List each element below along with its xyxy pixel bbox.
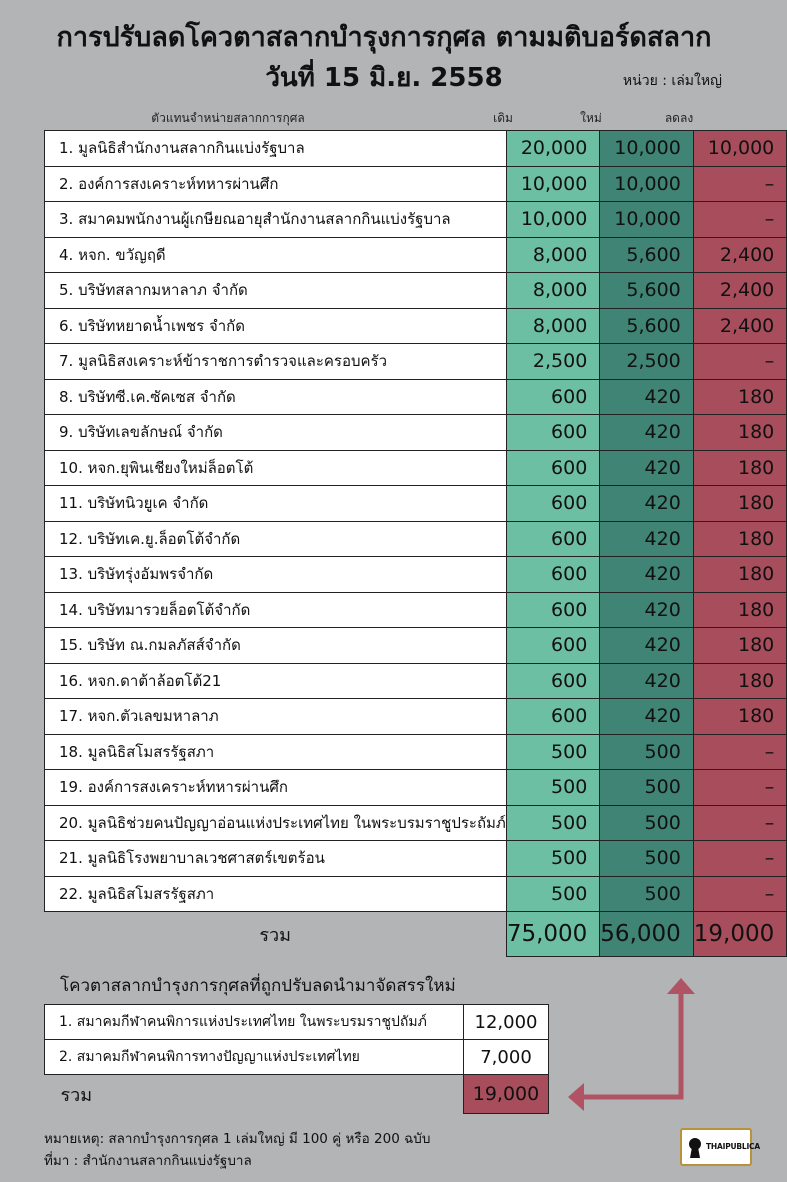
- row-new: 5,600: [600, 308, 693, 344]
- row-old: 8,000: [506, 308, 599, 344]
- row-new: 10,000: [600, 166, 693, 202]
- row-name: 2. องค์การสงเคราะห์ทหารผ่านศึก: [45, 166, 507, 202]
- row-name: 11. บริษัทนิวยูเค จำกัด: [45, 486, 507, 522]
- row-cut: 180: [693, 486, 786, 522]
- row-old: 10,000: [506, 202, 599, 238]
- row-new: 2,500: [600, 344, 693, 380]
- row-cut: 180: [693, 521, 786, 557]
- column-header-old: เดิม: [493, 111, 513, 125]
- row-old: 600: [506, 628, 599, 664]
- row-name: 20. มูลนิธิช่วยคนปัญญาอ่อนแห่งประเทศไทย ในพระบรมราชูประถัมภ์: [45, 805, 507, 841]
- row-cut: –: [693, 166, 786, 202]
- row-old: 500: [506, 841, 599, 877]
- row-new: 500: [600, 805, 693, 841]
- row-name: 3. สมาคมพนักงานผู้เกษียณอายุสำนักงานสลากกินแบ่งรัฐบาล: [45, 202, 507, 238]
- row-old: 600: [506, 521, 599, 557]
- row-name: 7. มูลนิธิสงเคราะห์ข้าราชการตำรวจและครอบครัว: [45, 344, 507, 380]
- row-cut: 180: [693, 628, 786, 664]
- row-old: 500: [506, 770, 599, 806]
- column-header-cut: ลดลง: [664, 111, 694, 125]
- row-new: 420: [600, 415, 693, 451]
- row-name: 9. บริษัทเลขลักษณ์ จำกัด: [45, 415, 507, 451]
- column-header-new: ใหม่: [580, 111, 602, 125]
- row-new: 420: [600, 557, 693, 593]
- row-old: 8,000: [506, 237, 599, 273]
- row-new: 5,600: [600, 273, 693, 309]
- row-new: 420: [600, 379, 693, 415]
- row-cut: 180: [693, 663, 786, 699]
- row-cut: –: [693, 770, 786, 806]
- total-label: รวม: [259, 924, 291, 946]
- row-new: 10,000: [600, 131, 693, 167]
- row-old: 600: [506, 379, 599, 415]
- row-old: 600: [506, 450, 599, 486]
- row-name: 14. บริษัทมารวยล็อตโต้จำกัด: [45, 592, 507, 628]
- row-old: 600: [506, 592, 599, 628]
- row-name: 4. หจก. ขวัญฤดี: [45, 237, 507, 273]
- row-name: 16. หจก.ดาต้าล้อตโต้21: [45, 663, 507, 699]
- row-old: 500: [506, 876, 599, 912]
- row-name: 5. บริษัทสลากมหาลาภ จำกัด: [45, 273, 507, 309]
- row-new: 420: [600, 663, 693, 699]
- row-name: 6. บริษัทหยาดน้ำเพชร จำกัด: [45, 308, 507, 344]
- row-new: 500: [600, 770, 693, 806]
- reallocation-name: 2. สมาคมกีฬาคนพิการทางปัญญาแห่งประเทศไทย: [45, 1040, 464, 1075]
- row-new: 420: [600, 628, 693, 664]
- row-cut: –: [693, 202, 786, 238]
- row-cut: 10,000: [693, 131, 786, 167]
- total-old: 75,000: [506, 912, 599, 957]
- thaipublica-logo: [680, 1128, 760, 1166]
- row-old: 500: [506, 805, 599, 841]
- reallocation-name: 1. สมาคมกีฬาคนพิการแห่งประเทศไทย ในพระบรมราชูปถัมภ์: [45, 1005, 464, 1040]
- row-old: 20,000: [506, 131, 599, 167]
- row-name: 8. บริษัทซี.เค.ซัคเซส จำกัด: [45, 379, 507, 415]
- row-name: 13. บริษัทรุ่งอัมพรจำกัด: [45, 557, 507, 593]
- reallocation-total-value: 19,000: [464, 1075, 549, 1114]
- row-name: 21. มูลนิธิโรงพยาบาลเวชศาสตร์เขตร้อน: [45, 841, 507, 877]
- row-cut: 180: [693, 557, 786, 593]
- row-old: 600: [506, 699, 599, 735]
- row-old: 8,000: [506, 273, 599, 309]
- row-old: 500: [506, 734, 599, 770]
- row-old: 10,000: [506, 166, 599, 202]
- row-cut: –: [693, 876, 786, 912]
- row-cut: 2,400: [693, 237, 786, 273]
- row-new: 420: [600, 450, 693, 486]
- page-date: วันที่ 15 มิ.ย. 2558: [265, 63, 503, 93]
- row-old: 600: [506, 557, 599, 593]
- source-note: ที่มา : สำนักงานสลากกินแบ่งรัฐบาล: [44, 1153, 252, 1169]
- row-new: 420: [600, 486, 693, 522]
- row-cut: 180: [693, 699, 786, 735]
- row-new: 420: [600, 699, 693, 735]
- logo-text: THAIPUBLICA: [706, 1142, 760, 1151]
- row-cut: 2,400: [693, 273, 786, 309]
- row-name: 10. หจก.ยุพินเชียงใหม่ล็อตโต้: [45, 450, 507, 486]
- row-new: 500: [600, 876, 693, 912]
- total-cut: 19,000: [693, 912, 786, 957]
- row-new: 420: [600, 592, 693, 628]
- row-new: 10,000: [600, 202, 693, 238]
- column-header-name: ตัวแทนจำหน่ายสลากการกุศล: [151, 111, 305, 125]
- keyhole-icon: [687, 1137, 703, 1159]
- unit-label: หน่วย : เล่มใหญ่: [622, 73, 722, 89]
- row-new: 500: [600, 734, 693, 770]
- row-new: 420: [600, 521, 693, 557]
- reallocation-value: 12,000: [464, 1005, 549, 1040]
- row-cut: –: [693, 841, 786, 877]
- row-cut: 180: [693, 592, 786, 628]
- row-old: 600: [506, 486, 599, 522]
- row-old: 600: [506, 663, 599, 699]
- reallocation-value: 7,000: [464, 1040, 549, 1075]
- row-name: 15. บริษัท ณ.กมลภัสส์จำกัด: [45, 628, 507, 664]
- row-cut: –: [693, 344, 786, 380]
- reallocation-total-label: รวม: [60, 1084, 93, 1106]
- row-old: 2,500: [506, 344, 599, 380]
- row-cut: 180: [693, 450, 786, 486]
- footnote: หมายเหตุ: สลากบำรุงการกุศล 1 เล่มใหญ่ มี 100 คู่ หรือ 200 ฉบับ: [44, 1131, 431, 1147]
- reallocation-title: โควตาสลากบำรุงการกุศลที่ถูกปรับลดนำมาจัดสรรใหม่: [60, 976, 456, 996]
- page-title: การปรับลดโควตาสลากบำรุงการกุศล ตามมติบอร์ดสลาก: [56, 22, 712, 53]
- row-name: 1. มูลนิธิสำนักงานสลากกินแบ่งรัฐบาล: [45, 131, 507, 167]
- row-cut: 180: [693, 415, 786, 451]
- row-old: 600: [506, 415, 599, 451]
- row-new: 5,600: [600, 237, 693, 273]
- row-name: 18. มูลนิธิสโมสรรัฐสภา: [45, 734, 507, 770]
- row-cut: –: [693, 805, 786, 841]
- row-name: 12. บริษัทเค.ยู.ล็อตโต้จำกัด: [45, 521, 507, 557]
- row-cut: –: [693, 734, 786, 770]
- row-name: 19. องค์การสงเคราะห์ทหารผ่านศึก: [45, 770, 507, 806]
- total-new: 56,000: [600, 912, 693, 957]
- row-cut: 180: [693, 379, 786, 415]
- row-new: 500: [600, 841, 693, 877]
- row-cut: 2,400: [693, 308, 786, 344]
- row-name: 22. มูลนิธิสโมสรรัฐสภา: [45, 876, 507, 912]
- row-name: 17. หจก.ตัวเลขมหาลาภ: [45, 699, 507, 735]
